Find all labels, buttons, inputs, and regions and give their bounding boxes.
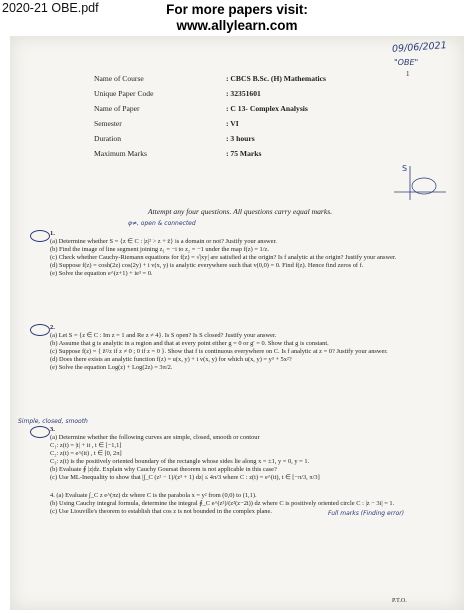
file-name: 2020-21 OBE.pdf bbox=[2, 1, 99, 15]
promo-line-1: For more papers visit: bbox=[166, 2, 308, 17]
info-value: : 3 hours bbox=[226, 134, 255, 143]
promo-link[interactable]: www.allylearn.com bbox=[176, 18, 298, 33]
info-row bbox=[94, 134, 394, 146]
page-number: 1 bbox=[406, 70, 410, 78]
info-label: Unique Paper Code bbox=[94, 89, 154, 98]
handwritten-note-ml: Full marks (Finding error) bbox=[328, 510, 405, 517]
info-value: : 75 Marks bbox=[226, 149, 262, 158]
info-row bbox=[94, 149, 394, 161]
info-label: Maximum Marks bbox=[94, 149, 147, 158]
axes-sketch-icon bbox=[390, 162, 450, 202]
question-part: (c) Check whether Cauchy-Riemann equations for f(z) = √|xy| are satisfied at the origin? Is f analytic at the origin? Justify your answer. bbox=[50, 254, 397, 261]
info-value: : C 13- Complex Analysis bbox=[226, 104, 308, 113]
mark-circle-icon bbox=[30, 324, 50, 336]
question-part: C₃: z(t) is the positively oriented boundary of the rectangle whose sides lie along x = ±1, y = 0, y = 1. bbox=[50, 458, 310, 465]
instructions: Attempt any four questions. All questions carry equal marks. bbox=[147, 207, 333, 216]
info-label: Semester bbox=[94, 119, 122, 128]
question-part: (a) Let S = {z ∈ C : Im z = 1 and Re z ≠ 4}. Is S open? Is S closed? Justify your answer. bbox=[50, 332, 277, 339]
pto-label: P.T.O. bbox=[392, 598, 407, 604]
info-row bbox=[94, 104, 394, 116]
info-value: : VI bbox=[226, 119, 239, 128]
question-part: (c) Suppose f(z) = { z̄²/z if z ≠ 0 ; 0 if z = 0 }. Show that f is continuous everywhere on C. Is f analytic at z = 0? Justify your answer. bbox=[50, 348, 388, 355]
question-1 bbox=[50, 230, 420, 278]
info-row bbox=[94, 89, 394, 101]
question-part: (c) Use Liouville's theorem to establish that cos z is not bounded in the complex plane. bbox=[50, 508, 272, 515]
handwritten-date: 09/06/2021 bbox=[391, 40, 448, 55]
question-part: (e) Solve the equation Log(z) + Log(2z) = 3π/2. bbox=[50, 364, 173, 371]
handwritten-obe: "OBE" bbox=[394, 58, 419, 67]
info-row bbox=[94, 74, 394, 86]
handwritten-note-q1: φ≠, open & connected bbox=[128, 220, 196, 227]
question-part: (e) Solve the equation e^(z+1) + ie³ = 0. bbox=[50, 270, 153, 277]
viewer-header bbox=[0, 0, 474, 36]
question-number: 3. bbox=[50, 426, 55, 433]
question-2 bbox=[50, 324, 420, 372]
info-label: Name of Course bbox=[94, 74, 144, 83]
mark-circle-icon bbox=[30, 230, 50, 242]
info-row bbox=[94, 119, 394, 131]
question-part: (a) Determine whether S = {z ∈ C : |z|² > z + z̄} is a domain or not? Justify your answer. bbox=[50, 238, 277, 245]
question-part: (b) Assume that g is analytic in a region and that at every point either g = 0 or g′ = 0. Show that g is constant. bbox=[50, 340, 329, 347]
info-value: : 32351601 bbox=[226, 89, 261, 98]
question-part: (c) Use ML-Inequality to show that |∫_C (z² − 1)/(z³ + 1) dz| ≤ 4π/3 where C : z(t) = e^(it), t ∈ [−π/3, π/3] bbox=[50, 474, 320, 481]
question-part: (b) Evaluate ∮ |z|dz. Explain why Cauchy Goursat theorem is not applicable in this case? bbox=[50, 466, 277, 473]
question-part: (b) Find the image of line segment joining z₁ = −i to z₂ = −1 under the map f(z) = 1/z. bbox=[50, 246, 269, 253]
svg-text:S: S bbox=[402, 164, 408, 173]
question-part: C₂: z(t) = e^(it) , t ∈ [0, 2π] bbox=[50, 450, 122, 457]
question-part: 4. (a) Evaluate ∫_C z e^(πz) dz where C is the parabola x = y² from (0,0) to (1,1). bbox=[50, 492, 257, 499]
question-part: (a) Determine whether the following curves are simple, closed, smooth or contour bbox=[50, 434, 260, 441]
question-part: C₁: z(t) = |t| + it , t ∈ [−1,1] bbox=[50, 442, 122, 449]
info-label: Name of Paper bbox=[94, 104, 140, 113]
question-3 bbox=[50, 426, 420, 516]
question-number: 1. bbox=[50, 230, 55, 237]
question-part: (d) Does there exists an analytic function f(z) = u(x, y) + i v(x, y) for which u(x, y) = y³ + 5x²? bbox=[50, 356, 292, 363]
question-part: (b) Using Cauchy integral formula, determine the integral ∮_C e^(z²)/(z²(z−2i)) dz where C is positively oriented circle C : |z − 3i| = 1. bbox=[50, 500, 395, 507]
question-part: (d) Suppose f(z) = cosh(2z) cos(2y) + i v(x, y) is analytic everywhere such that v(0,0) = 0. Find f(z). Hence find zeros of f. bbox=[50, 262, 364, 269]
info-value: : CBCS B.Sc. (H) Mathematics bbox=[226, 74, 326, 83]
question-number: 2. bbox=[50, 324, 55, 331]
info-label: Duration bbox=[94, 134, 121, 143]
mark-circle-icon bbox=[30, 426, 50, 438]
exam-paper-page bbox=[10, 36, 464, 610]
handwritten-note-q3: Simple, closed, smooth bbox=[18, 418, 88, 425]
